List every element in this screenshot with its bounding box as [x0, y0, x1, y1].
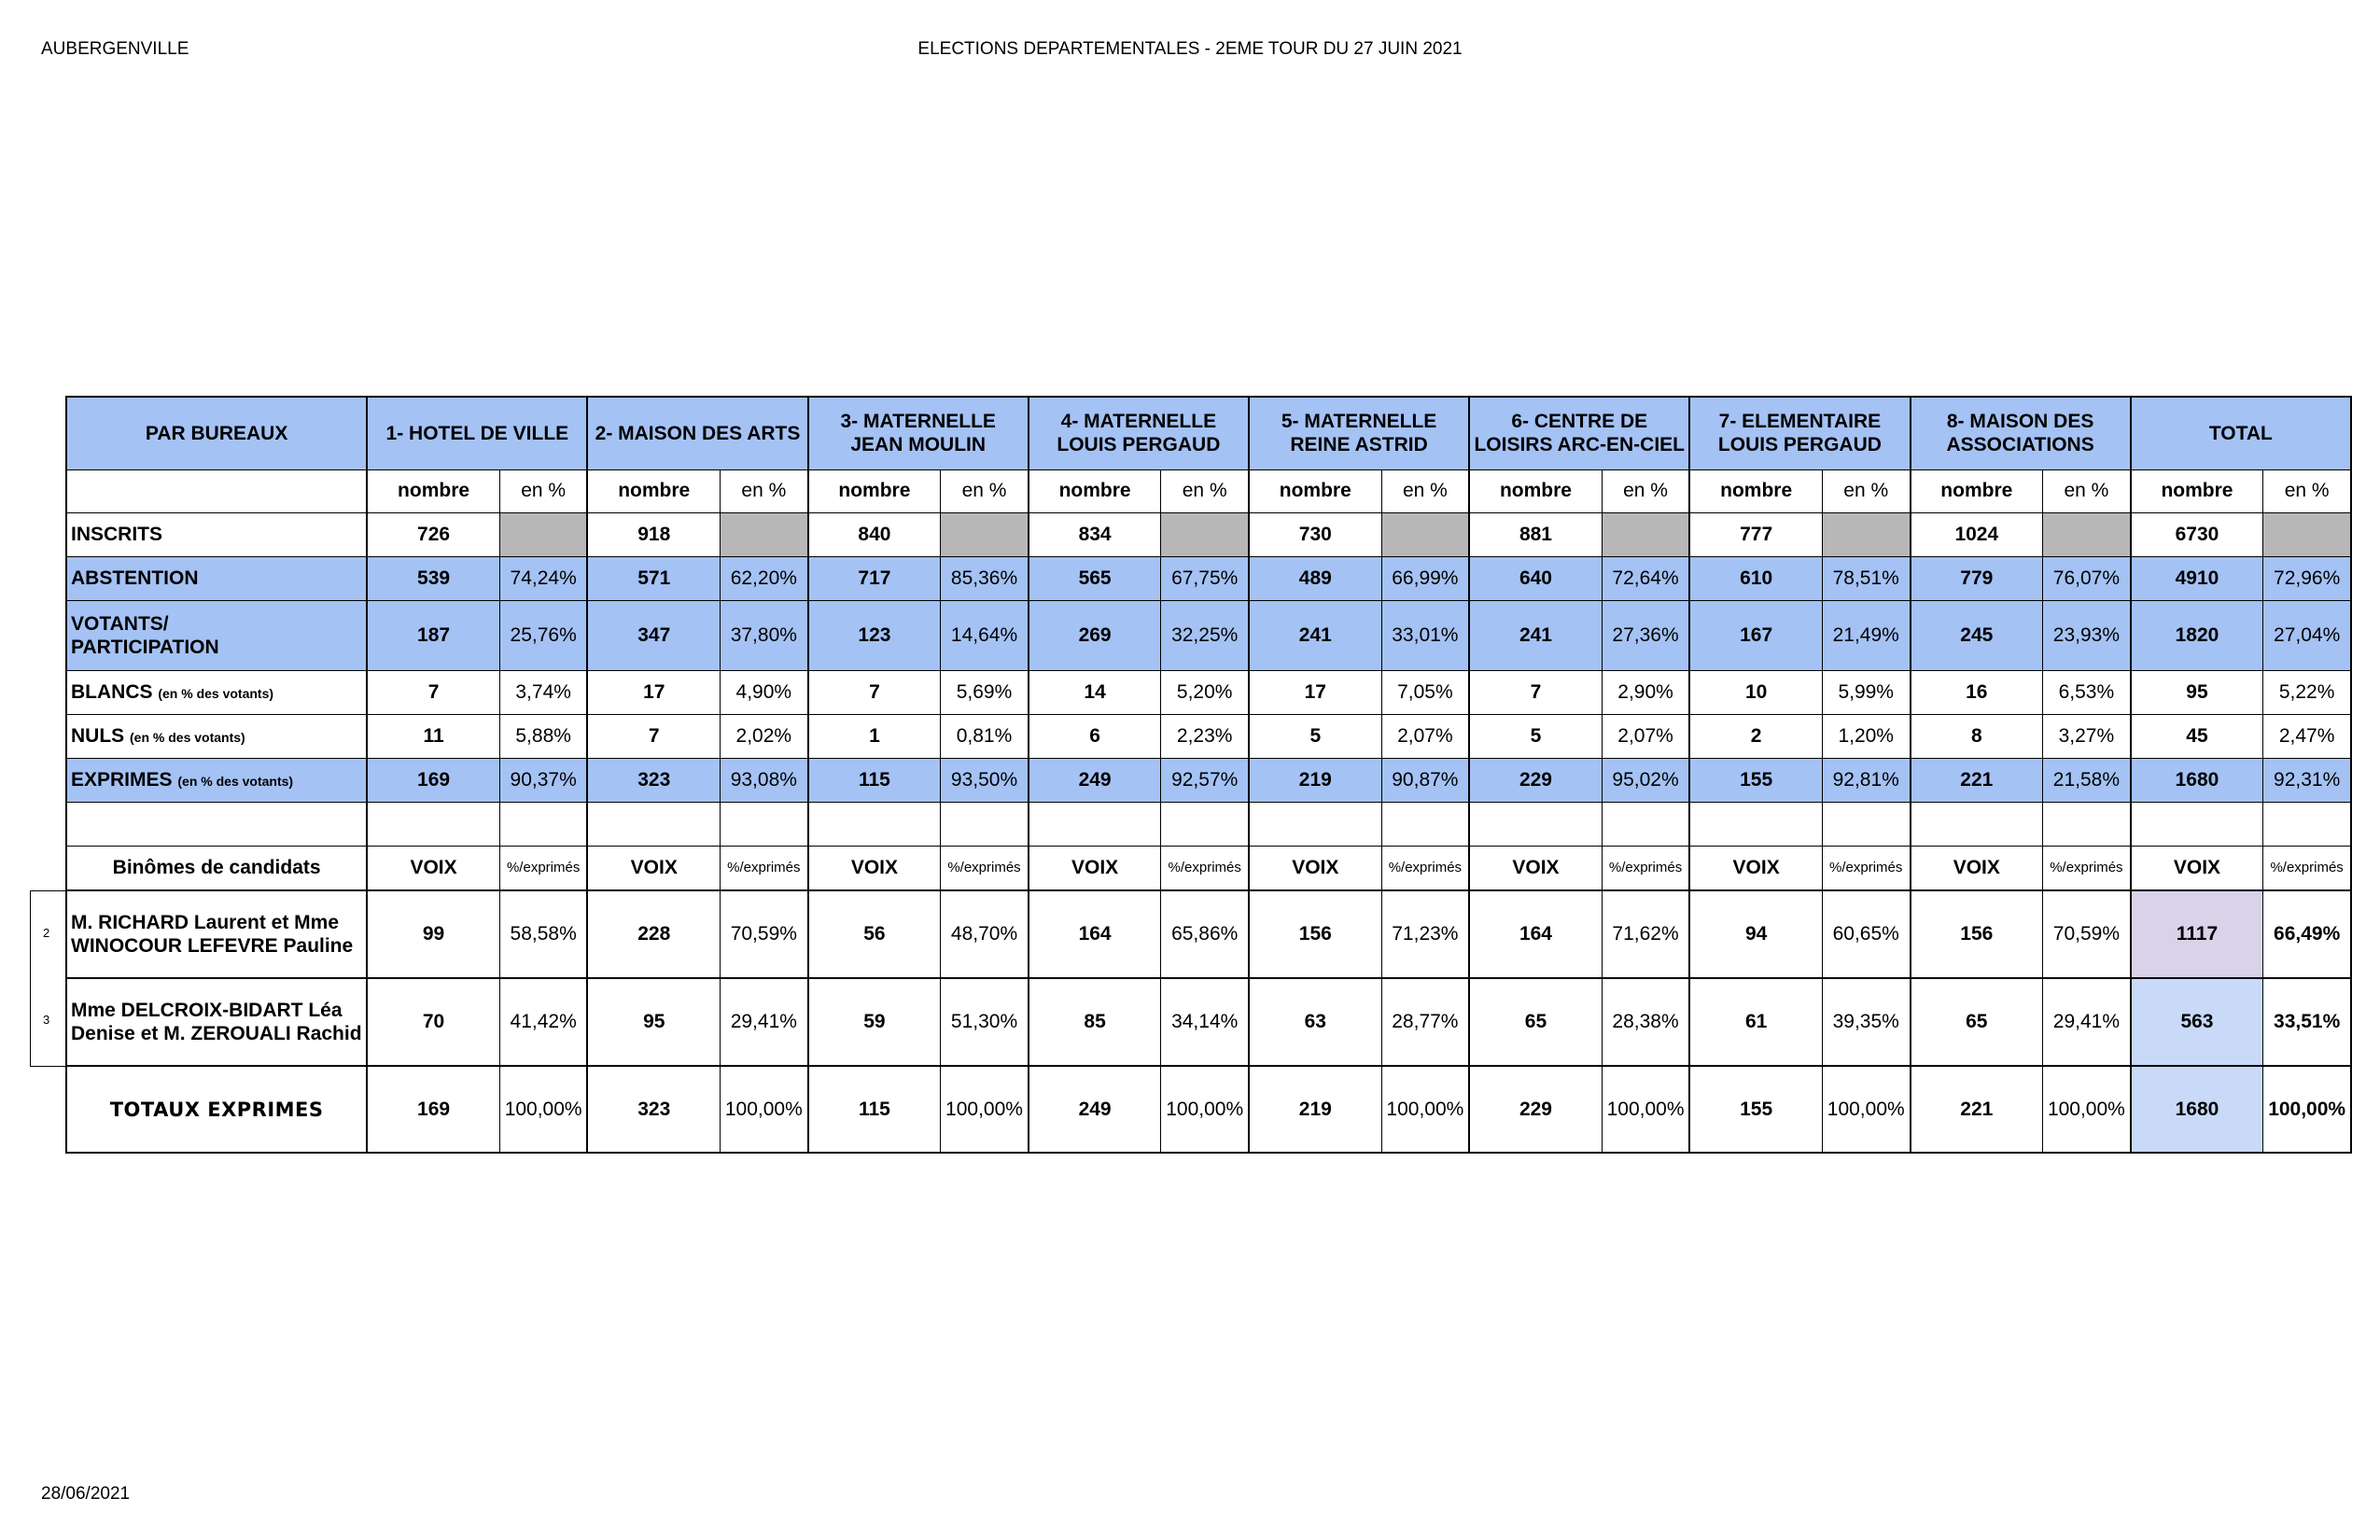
inscrits-value: 840: [808, 512, 941, 556]
votants-pct: 23,93%: [2043, 600, 2131, 670]
totaux-label: TOTAUX EXPRIMES: [66, 1066, 367, 1153]
blank-cell: [1822, 802, 1910, 846]
row-label: [66, 556, 367, 600]
nuls-pct: 2,23%: [1161, 714, 1249, 758]
row-label-note: (en % des votants): [177, 773, 294, 789]
subheader-row: [66, 469, 2351, 512]
exprimes-pct: 92,57%: [1161, 758, 1249, 802]
votants-pct: 27,04%: [2263, 600, 2351, 670]
document-title: ELECTIONS DEPARTEMENTALES - 2EME TOUR DU 27 JUIN 2021: [917, 39, 1463, 59]
candidate-voix: 94: [1689, 890, 1822, 978]
candidate-voix: 1117: [2131, 890, 2263, 978]
nombre-header: nombre: [1029, 469, 1161, 512]
candidate-voix: 56: [808, 890, 941, 978]
abstention-pct: 66,99%: [1381, 556, 1469, 600]
blancs-value: 7: [808, 670, 941, 714]
pct-header: en %: [1602, 469, 1689, 512]
totaux-pct: 100,00%: [1161, 1066, 1249, 1153]
bureau-header: 7- ELEMENTAIRE LOUIS PERGAUD: [1689, 397, 1910, 469]
candidate-pct: 58,58%: [499, 890, 587, 978]
votants-row: [66, 600, 2351, 670]
candidate-voix: 65: [1469, 978, 1602, 1066]
totaux-pct: 100,00%: [2263, 1066, 2351, 1153]
votants-value: 1820: [2131, 600, 2263, 670]
bureau-header: 2- MAISON DES ARTS: [587, 397, 807, 469]
row-label-line: VOTANTS/: [71, 612, 169, 635]
nombre-header: nombre: [1911, 469, 2043, 512]
pct-exprimes-header: %/exprimés: [1161, 846, 1249, 890]
binomes-label: Binômes de candidats: [66, 846, 367, 890]
candidate-voix: 228: [587, 890, 720, 978]
totaux-pct: 100,00%: [1381, 1066, 1469, 1153]
blancs-pct: 2,90%: [1602, 670, 1689, 714]
candidate-number: 2: [43, 926, 50, 940]
blancs-pct: 5,69%: [941, 670, 1029, 714]
voix-header: VOIX: [1911, 846, 2043, 890]
blank-cell: [941, 802, 1029, 846]
candidate-pct: 51,30%: [941, 978, 1029, 1066]
nombre-header: nombre: [587, 469, 720, 512]
abstention-pct: 62,20%: [721, 556, 808, 600]
votants-pct: 14,64%: [941, 600, 1029, 670]
city-name: AUBERGENVILLE: [41, 39, 189, 59]
blank-cell: [2043, 802, 2131, 846]
votants-value: 167: [1689, 600, 1822, 670]
candidate-voix: 85: [1029, 978, 1161, 1066]
totaux-value: 249: [1029, 1066, 1161, 1153]
exprimes-value: 115: [808, 758, 941, 802]
blancs-value: 16: [1911, 670, 2043, 714]
blank-cell: [1249, 802, 1381, 846]
abstention-value: 4910: [2131, 556, 2263, 600]
totaux-pct: 100,00%: [2043, 1066, 2131, 1153]
inscrits-value: 730: [1249, 512, 1381, 556]
blank-cell: [1602, 802, 1689, 846]
blancs-value: 7: [367, 670, 499, 714]
votants-pct: 33,01%: [1381, 600, 1469, 670]
bureau-header: 8- MAISON DES ASSOCIATIONS: [1911, 397, 2131, 469]
nuls-value: 1: [808, 714, 941, 758]
blank-cell: [2263, 802, 2351, 846]
abstention-value: 610: [1689, 556, 1822, 600]
exprimes-value: 221: [1911, 758, 2043, 802]
pct-exprimes-header: %/exprimés: [2263, 846, 2351, 890]
nombre-header: nombre: [808, 469, 941, 512]
voix-header: VOIX: [587, 846, 720, 890]
votants-value: 241: [1249, 600, 1381, 670]
row-label-text: ABSTENTION: [71, 567, 199, 589]
pct-exprimes-header: %/exprimés: [1381, 846, 1469, 890]
blancs-pct: 5,99%: [1822, 670, 1910, 714]
nuls-value: 5: [1249, 714, 1381, 758]
blancs-pct: 5,22%: [2263, 670, 2351, 714]
nuls-pct: 1,20%: [1822, 714, 1910, 758]
exprimes-pct: 95,02%: [1602, 758, 1689, 802]
nuls-value: 2: [1689, 714, 1822, 758]
nuls-pct: 2,47%: [2263, 714, 2351, 758]
nuls-pct: 2,02%: [721, 714, 808, 758]
results-table: [65, 396, 2352, 1154]
exprimes-pct: 90,87%: [1381, 758, 1469, 802]
pct-header: en %: [721, 469, 808, 512]
blank-cell: [1469, 802, 1602, 846]
inscrits-value: 6730: [2131, 512, 2263, 556]
row-label-text: NULS: [71, 724, 125, 747]
nuls-value: 8: [1911, 714, 2043, 758]
grey-cell: [1381, 512, 1469, 556]
candidate-voix: 156: [1911, 890, 2043, 978]
totaux-value: 115: [808, 1066, 941, 1153]
pct-header: en %: [1161, 469, 1249, 512]
votants-value: 347: [587, 600, 720, 670]
candidate-pct: 70,59%: [721, 890, 808, 978]
exprimes-pct: 93,50%: [941, 758, 1029, 802]
bureau-header: 5- MATERNELLE REINE ASTRID: [1249, 397, 1469, 469]
votants-value: 269: [1029, 600, 1161, 670]
pct-header: en %: [499, 469, 587, 512]
votants-pct: 32,25%: [1161, 600, 1249, 670]
nuls-value: 45: [2131, 714, 2263, 758]
nuls-value: 11: [367, 714, 499, 758]
votants-value: 123: [808, 600, 941, 670]
nombre-header: nombre: [2131, 469, 2263, 512]
exprimes-value: 1680: [2131, 758, 2263, 802]
grey-cell: [499, 512, 587, 556]
abstention-pct: 67,75%: [1161, 556, 1249, 600]
abstention-pct: 72,64%: [1602, 556, 1689, 600]
pct-header: en %: [2263, 469, 2351, 512]
candidate-row: [66, 890, 2351, 978]
grey-cell: [941, 512, 1029, 556]
voix-header: VOIX: [1029, 846, 1161, 890]
exprimes-pct: 92,81%: [1822, 758, 1910, 802]
nuls-pct: 3,27%: [2043, 714, 2131, 758]
abstention-pct: 72,96%: [2263, 556, 2351, 600]
totaux-pct: 100,00%: [1602, 1066, 1689, 1153]
candidate-pct: 71,23%: [1381, 890, 1469, 978]
abstention-value: 571: [587, 556, 720, 600]
nuls-pct: 5,88%: [499, 714, 587, 758]
votants-value: 245: [1911, 600, 2043, 670]
nuls-value: 7: [587, 714, 720, 758]
blancs-value: 17: [587, 670, 720, 714]
abstention-pct: 78,51%: [1822, 556, 1910, 600]
voix-header: VOIX: [1689, 846, 1822, 890]
candidate-pct: 33,51%: [2263, 978, 2351, 1066]
inscrits-value: 1024: [1911, 512, 2043, 556]
totaux-row: [66, 1066, 2351, 1153]
candidate-pct: 60,65%: [1822, 890, 1910, 978]
blancs-value: 7: [1469, 670, 1602, 714]
exprimes-value: 323: [587, 758, 720, 802]
candidate-number-box: [30, 890, 65, 1067]
voix-header: VOIX: [2131, 846, 2263, 890]
totaux-pct: 100,00%: [1822, 1066, 1910, 1153]
blank-cell: [66, 802, 367, 846]
votants-pct: 25,76%: [499, 600, 587, 670]
header-row: [66, 397, 2351, 469]
nombre-header: nombre: [1249, 469, 1381, 512]
candidate-pct: 28,77%: [1381, 978, 1469, 1066]
pct-header: en %: [1822, 469, 1910, 512]
totaux-value: 323: [587, 1066, 720, 1153]
blank-cell: [1911, 802, 2043, 846]
voix-header: VOIX: [1469, 846, 1602, 890]
blank-cell: [721, 802, 808, 846]
candidate-pct: 71,62%: [1602, 890, 1689, 978]
abstention-row: [66, 556, 2351, 600]
blancs-pct: 7,05%: [1381, 670, 1469, 714]
blank-cell: [587, 802, 720, 846]
totaux-value: 221: [1911, 1066, 2043, 1153]
grey-cell: [1602, 512, 1689, 556]
candidate-pct: 66,49%: [2263, 890, 2351, 978]
abstention-pct: 74,24%: [499, 556, 587, 600]
totaux-value: 219: [1249, 1066, 1381, 1153]
bureau-header: 6- CENTRE DE LOISIRS ARC-EN-CIEL: [1469, 397, 1689, 469]
row-label-text: EXPRIMES: [71, 768, 173, 791]
exprimes-value: 219: [1249, 758, 1381, 802]
candidate-voix: 65: [1911, 978, 2043, 1066]
nuls-row: [66, 714, 2351, 758]
blancs-pct: 5,20%: [1161, 670, 1249, 714]
voix-header: VOIX: [367, 846, 499, 890]
blank-cell: [1689, 802, 1822, 846]
row-label: [66, 600, 367, 670]
exprimes-pct: 92,31%: [2263, 758, 2351, 802]
candidate-pct: 28,38%: [1602, 978, 1689, 1066]
row-label: [66, 758, 367, 802]
votants-value: 241: [1469, 600, 1602, 670]
totaux-value: 169: [367, 1066, 499, 1153]
candidate-voix: 164: [1029, 890, 1161, 978]
inscrits-value: 777: [1689, 512, 1822, 556]
row-label: INSCRITS: [66, 512, 367, 556]
abstention-pct: 85,36%: [941, 556, 1029, 600]
candidate-name: Mme DELCROIX-BIDART Léa Denise et M. ZEROUALI Rachid: [66, 978, 367, 1066]
pct-header: en %: [941, 469, 1029, 512]
totaux-value: 1680: [2131, 1066, 2263, 1153]
inscrits-value: 918: [587, 512, 720, 556]
candidate-pct: 29,41%: [721, 978, 808, 1066]
votants-pct: 27,36%: [1602, 600, 1689, 670]
footer-date: 28/06/2021: [41, 1484, 131, 1504]
exprimes-row: [66, 758, 2351, 802]
row-label: [66, 714, 367, 758]
nuls-pct: 0,81%: [941, 714, 1029, 758]
votants-value: 187: [367, 600, 499, 670]
corner-header: PAR BUREAUX: [66, 397, 367, 469]
pct-exprimes-header: %/exprimés: [941, 846, 1029, 890]
inscrits-value: 834: [1029, 512, 1161, 556]
binomes-header-row: [66, 846, 2351, 890]
candidate-pct: 41,42%: [499, 978, 587, 1066]
candidate-voix: 61: [1689, 978, 1822, 1066]
row-label-note: (en % des votants): [130, 729, 245, 745]
grey-cell: [1822, 512, 1910, 556]
nombre-header: nombre: [1469, 469, 1602, 512]
grey-cell: [2263, 512, 2351, 556]
inscrits-value: 881: [1469, 512, 1602, 556]
spacer-row: [66, 802, 2351, 846]
candidate-voix: 99: [367, 890, 499, 978]
nuls-pct: 2,07%: [1602, 714, 1689, 758]
blank-cell: [1381, 802, 1469, 846]
candidate-voix: 70: [367, 978, 499, 1066]
inscrits-row: [66, 512, 2351, 556]
candidate-pct: 65,86%: [1161, 890, 1249, 978]
row-label-text: BLANCS: [71, 680, 153, 703]
abstention-value: 489: [1249, 556, 1381, 600]
candidate-pct: 34,14%: [1161, 978, 1249, 1066]
totaux-value: 155: [1689, 1066, 1822, 1153]
pct-exprimes-header: %/exprimés: [499, 846, 587, 890]
candidate-voix: 63: [1249, 978, 1381, 1066]
abstention-value: 640: [1469, 556, 1602, 600]
exprimes-value: 169: [367, 758, 499, 802]
row-label-note: (en % des votants): [158, 685, 274, 701]
row-label-line: PARTICIPATION: [71, 636, 219, 658]
candidate-number: 3: [43, 1013, 50, 1027]
votants-pct: 37,80%: [721, 600, 808, 670]
totaux-pct: 100,00%: [721, 1066, 808, 1153]
candidate-pct: 29,41%: [2043, 978, 2131, 1066]
voix-header: VOIX: [1249, 846, 1381, 890]
blank-cell: [499, 802, 587, 846]
candidate-voix: 59: [808, 978, 941, 1066]
blancs-value: 17: [1249, 670, 1381, 714]
totaux-value: 229: [1469, 1066, 1602, 1153]
row-label: [66, 670, 367, 714]
candidate-voix: 95: [587, 978, 720, 1066]
grey-cell: [2043, 512, 2131, 556]
bureau-header: TOTAL: [2131, 397, 2351, 469]
candidate-voix: 156: [1249, 890, 1381, 978]
nuls-pct: 2,07%: [1381, 714, 1469, 758]
candidate-pct: 70,59%: [2043, 890, 2131, 978]
blank-cell: [367, 802, 499, 846]
nuls-value: 6: [1029, 714, 1161, 758]
blancs-value: 10: [1689, 670, 1822, 714]
blancs-value: 95: [2131, 670, 2263, 714]
totaux-pct: 100,00%: [941, 1066, 1029, 1153]
blank-cell: [66, 469, 367, 512]
blank-cell: [1029, 802, 1161, 846]
candidate-pct: 48,70%: [941, 890, 1029, 978]
blancs-pct: 4,90%: [721, 670, 808, 714]
nombre-header: nombre: [367, 469, 499, 512]
bureau-header: 1- HOTEL DE VILLE: [367, 397, 587, 469]
abstention-value: 717: [808, 556, 941, 600]
abstention-value: 565: [1029, 556, 1161, 600]
blank-cell: [2131, 802, 2263, 846]
nuls-value: 5: [1469, 714, 1602, 758]
abstention-pct: 76,07%: [2043, 556, 2131, 600]
blancs-value: 14: [1029, 670, 1161, 714]
bureau-header: 3- MATERNELLE JEAN MOULIN: [808, 397, 1029, 469]
blank-cell: [808, 802, 941, 846]
exprimes-pct: 93,08%: [721, 758, 808, 802]
bureau-header: 4- MATERNELLE LOUIS PERGAUD: [1029, 397, 1249, 469]
abstention-value: 539: [367, 556, 499, 600]
blancs-pct: 3,74%: [499, 670, 587, 714]
exprimes-value: 155: [1689, 758, 1822, 802]
totaux-pct: 100,00%: [499, 1066, 587, 1153]
exprimes-value: 229: [1469, 758, 1602, 802]
candidate-pct: 39,35%: [1822, 978, 1910, 1066]
exprimes-pct: 90,37%: [499, 758, 587, 802]
pct-exprimes-header: %/exprimés: [1602, 846, 1689, 890]
blancs-pct: 6,53%: [2043, 670, 2131, 714]
exprimes-value: 249: [1029, 758, 1161, 802]
inscrits-value: 726: [367, 512, 499, 556]
grey-cell: [1161, 512, 1249, 556]
voix-header: VOIX: [808, 846, 941, 890]
pct-header: en %: [1381, 469, 1469, 512]
candidate-row: [66, 978, 2351, 1066]
pct-header: en %: [2043, 469, 2131, 512]
blancs-row: [66, 670, 2351, 714]
pct-exprimes-header: %/exprimés: [2043, 846, 2131, 890]
candidate-voix: 563: [2131, 978, 2263, 1066]
nombre-header: nombre: [1689, 469, 1822, 512]
pct-exprimes-header: %/exprimés: [721, 846, 808, 890]
votants-pct: 21,49%: [1822, 600, 1910, 670]
candidate-name: M. RICHARD Laurent et Mme WINOCOUR LEFEVRE Pauline: [66, 890, 367, 978]
blank-cell: [1161, 802, 1249, 846]
grey-cell: [721, 512, 808, 556]
abstention-value: 779: [1911, 556, 2043, 600]
candidate-voix: 164: [1469, 890, 1602, 978]
pct-exprimes-header: %/exprimés: [1822, 846, 1910, 890]
exprimes-pct: 21,58%: [2043, 758, 2131, 802]
